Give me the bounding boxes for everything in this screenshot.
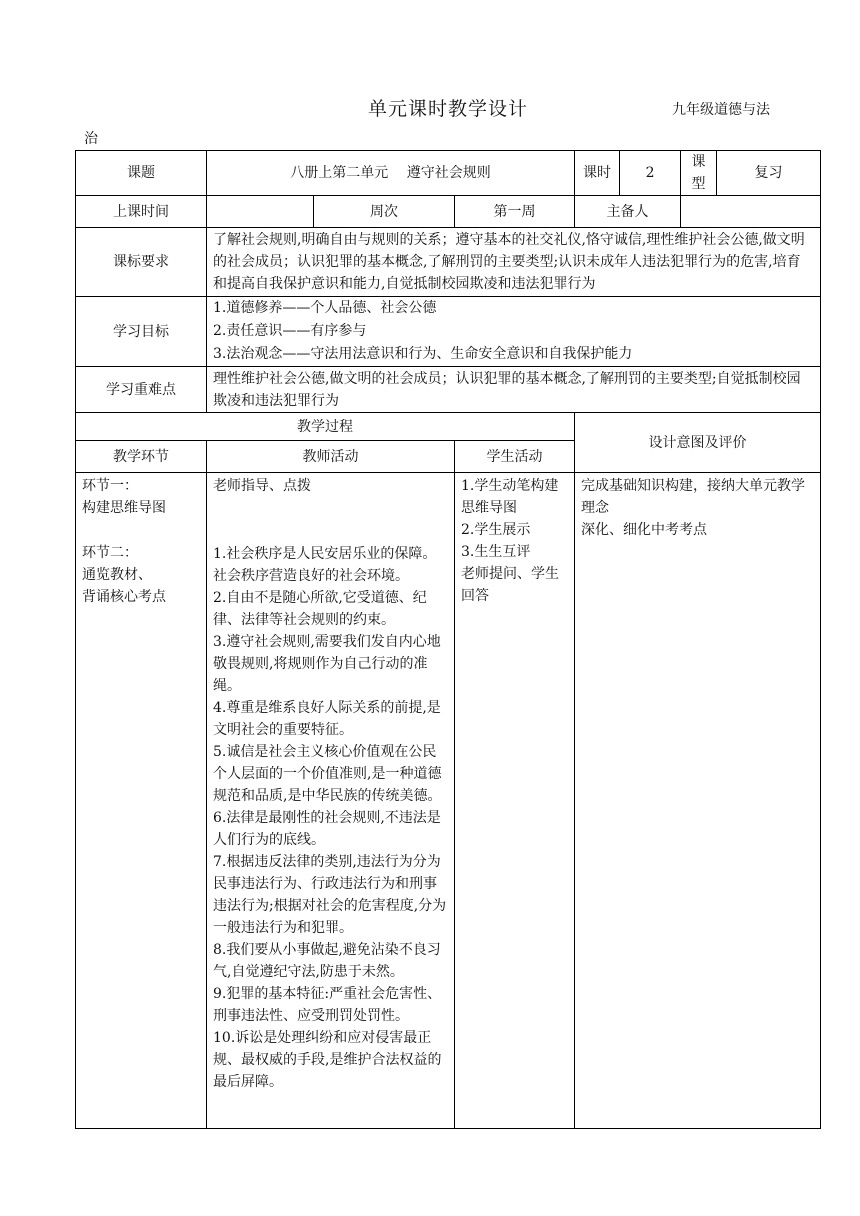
teacher-point: 7.根据违反法律的类别,违法行为分为民事违法行为、行政违法行为和刑事违法行为;根据对社会的危害程度,分为一般违法行为和犯罪。 [213, 854, 447, 936]
topic-label: 课题 [76, 151, 207, 196]
design-cell [575, 473, 821, 1129]
teacher-intro: 老师指导、点拨 [213, 478, 311, 494]
time-value [207, 196, 314, 228]
standards-label: 课标要求 [76, 228, 207, 297]
teacher-activity-cell [207, 473, 455, 1129]
stage-2-name: 背诵核心考点 [82, 589, 166, 605]
teacher-point: 4.尊重是维系良好人际关系的前提,是文明社会的重要特征。 [213, 700, 441, 738]
stage-column-header: 教学环节 [76, 441, 207, 473]
standards-text: 了解社会规则,明确自由与规则的关系；遵守基本的社交礼仪,恪守诚信,理性维护社会公德,做文明的社会成员；认识犯罪的基本概念,了解刑罚的主要类型;认识未成年人违法犯罪行为的危害,培育和提高自我保护意识和能力,自觉抵制校园欺凌和违法犯罪行为 [207, 228, 821, 297]
goals-label: 学习目标 [76, 297, 207, 367]
goal-item: 1.道德修养——个人品德、社会公德 [213, 300, 437, 316]
teacher-point: 8.我们要从小事做起,避免沾染不良习气,自觉遵纪守法,防患于未然。 [213, 942, 441, 980]
preparer-label: 主备人 [575, 196, 681, 228]
student-activity-cell [455, 473, 575, 1129]
design-header: 设计意图及评价 [575, 413, 821, 473]
design-note: 完成基础知识构建，接纳大单元教学理念 [581, 478, 806, 516]
teacher-point: 3.遵守社会规则,需要我们发自内心地敬畏规则,将规则作为自己行动的准绳。 [213, 634, 441, 694]
stage-2-name: 通览教材、 [82, 567, 152, 583]
goals-list [207, 297, 821, 367]
stage-1-title: 环节一： [82, 478, 138, 494]
teacher-point: 9.犯罪的基本特征:严重社会危害性、刑事违法性、应受刑罚处罚性。 [213, 986, 442, 1024]
student-step: 2.学生展示 [461, 522, 531, 538]
goal-item: 3.法治观念——守法用法意识和行为、生命安全意识和自我保护能力 [213, 346, 633, 362]
page-title: 单元课时教学设计 [368, 98, 529, 120]
grade-subject: 九年级道德与法 [672, 102, 770, 118]
key-points-label: 学习重难点 [76, 367, 207, 413]
stage-cell [76, 473, 207, 1129]
type-label: 课型 [681, 151, 717, 196]
topic-value: 八册上第二单元 遵守社会规则 [207, 151, 575, 196]
teacher-point: 2.自由不是随心所欲,它受道德、纪律、法律等社会规则的约束。 [213, 590, 427, 628]
student-column-header: 学生活动 [455, 441, 575, 473]
teacher-point: 1.社会秩序是人民安居乐业的保障。社会秩序营造良好的社会环境。 [213, 546, 437, 584]
stage-1-name: 构建思维导图 [82, 500, 166, 516]
lesson-plan-table [75, 150, 821, 1129]
teacher-point: 5.诚信是社会主义核心价值观在公民个人层面的一个价值准则,是一种道德规范和品质,是中华民族的传统美德。 [213, 744, 442, 804]
grade-subject-continued: 治 [84, 131, 98, 147]
week-label: 周次 [314, 196, 455, 228]
student-step: 3.生生互评 [461, 544, 531, 560]
hours-value: 2 [620, 151, 681, 196]
design-note: 深化、细化中考考点 [581, 522, 708, 538]
student-step: 1.学生动笔构建思维导图 [461, 478, 559, 516]
student-step: 老师提问、学生回答 [461, 566, 559, 604]
preparer-value [681, 196, 821, 228]
goal-item: 2.责任意识——有序参与 [213, 323, 367, 339]
key-points-text: 理性维护社会公德,做文明的社会成员；认识犯罪的基本概念,了解刑罚的主要类型;自觉抵制校园欺凌和违法犯罪行为 [207, 367, 821, 413]
stage-2-title: 环节二： [82, 545, 138, 561]
time-label: 上课时间 [76, 196, 207, 228]
teacher-point: 6.法律是最刚性的社会规则,不违法是人们行为的底线。 [213, 810, 441, 848]
teacher-point: 10.诉讼是处理纠纷和应对侵害最正规、最权威的手段,是维护合法权益的最后屏障。 [213, 1030, 442, 1090]
hours-label: 课时 [575, 151, 620, 196]
teacher-column-header: 教师活动 [207, 441, 455, 473]
process-header: 教学过程 [76, 413, 575, 441]
type-value: 复习 [717, 151, 821, 196]
week-value: 第一周 [455, 196, 575, 228]
